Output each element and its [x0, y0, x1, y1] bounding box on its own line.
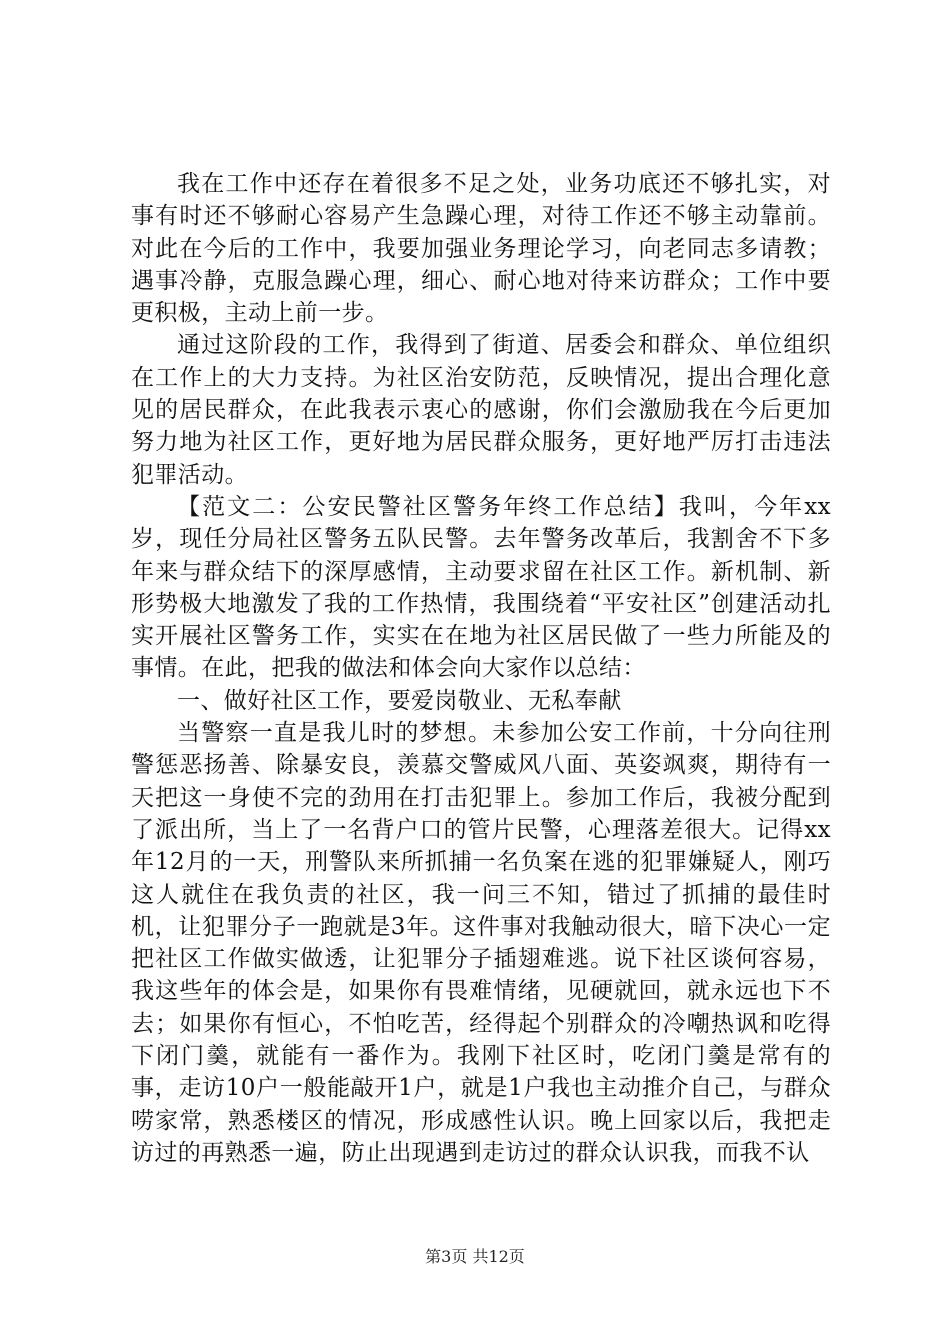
- page-footer: 第3页 共12页: [425, 1247, 525, 1266]
- paragraph-acknowledgement: 通过这阶段的工作，我得到了街道、居委会和群众、单位组织在工作上的大力支持。为社区治安防范，反映情况，提出合理化意见的居民群众，在此我表示衷心的感谢，你们会激励我在今后更加努力地为社区工作，更好地为居民群众服务，更好地严厉打击违法犯罪活动。: [131, 332, 831, 488]
- paragraph-self-assessment: 我在工作中还存在着很多不足之处，业务功底还不够扎实，对事有时还不够耐心容易产生急躁心理，对待工作还不够主动靠前。对此在今后的工作中，我要加强业务理论学习，向老同志多请教；遇事冷静，克服急躁心理，细心、耐心地对待来访群众；工作中要更积极，主动上前一步。: [131, 171, 831, 327]
- paragraph-police-dream: 当警察一直是我儿时的梦想。未参加公安工作前，十分向往刑警惩恶扬善、除暴安良，羡慕交警威风八面、英姿飒爽，期待有一天把这一身使不完的劲用在打击犯罪上。参加工作后，我被分配到了派出所，当上了一名背户口的管片民警，心理落差很大。记得xx年12月的一天，刑警队来所抓捕一名负案在逃的犯罪嫌疑人，刚巧这人就住在我负责的社区，我一问三不知，错过了抓捕的最佳时机，让犯罪分子一跑就是3年。这件事对我触动很大，暗下决心一定把社区工作做实做透，让犯罪分子插翅难逃。说下社区谈何容易，我这些年的体会是，如果你有畏难情绪，见硬就回，就永远也下不去；如果你有恒心，不怕吃苦，经得起个别群众的冷嘲热讽和吃得下闭门羹，就能有一番作为。我刚下社区时，吃闭门羹是常有的事，走访10户一般能敲开1户，就是1户我也主动推介自己，与群众唠家常，熟悉楼区的情况，形成感性认识。晚上回家以后，我把走访过的再熟悉一遍，防止出现遇到走访过的群众认识我，而我不认: [131, 720, 831, 1166]
- section-heading: 一、做好社区工作，要爱岗敬业、无私奉献: [177, 687, 622, 714]
- document-body: [131, 168, 831, 1169]
- paragraph-sample-two-intro: 【范文二：公安民警社区警务年终工作总结】我叫，今年xx岁，现任分局社区警务五队民警。去年警务改革后，我割舍不下多年来与群众结下的深厚感情，主动要求留在社区工作。新机制、新形势极大地激发了我的工作热情，我围绕着“平安社区”创建活动扎实开展社区警务工作，实实在在地为社区居民做了一些力所能及的事情。在此，把我的做法和体会向大家作以总结：: [131, 493, 831, 682]
